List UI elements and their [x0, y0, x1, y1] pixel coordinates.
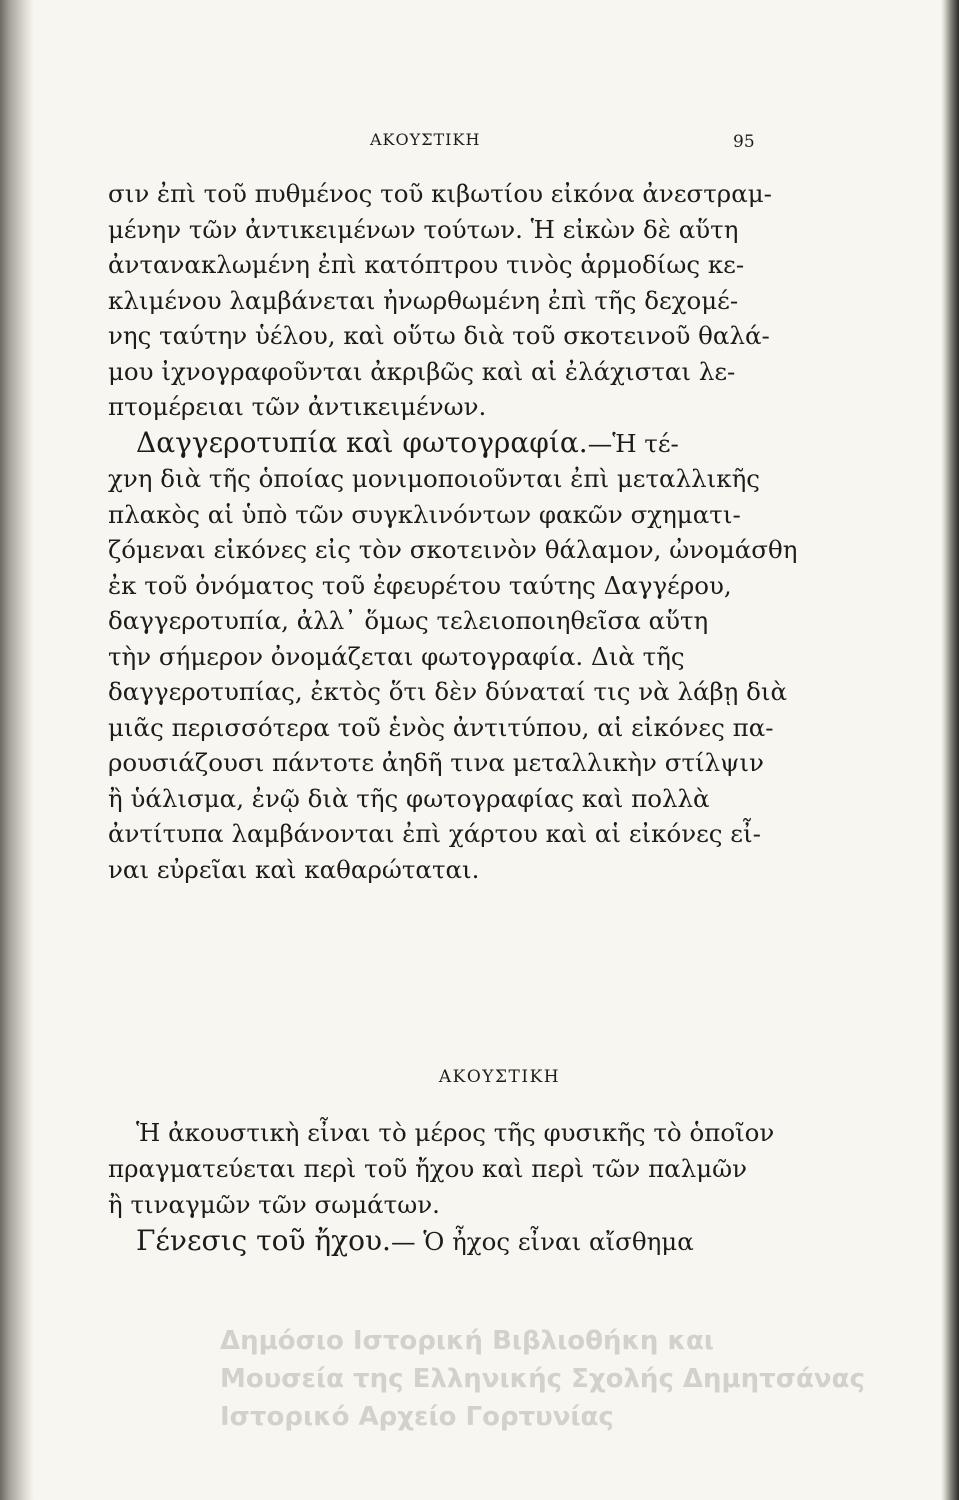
page-right-edge-shadow [941, 0, 959, 1500]
text-line: σιν ἐπὶ τοῦ πυθμένος τοῦ κιβωτίου εἰκόνα ἀνεστραμ- [108, 179, 772, 208]
text-line: μιᾶς περισσότερα τοῦ ἑνὸς ἀντιτύπου, αἱ εἰκόνες πα- [108, 712, 774, 742]
main-text-block [108, 176, 798, 887]
library-watermark [220, 1322, 940, 1436]
text-line: ναι εὐρεῖαι καὶ καθαρώταται. [108, 854, 480, 884]
running-head: ΑΚΟΥΣΤΙΚΗ [370, 130, 481, 149]
daguerre-heading: Δαγγεροτυπία καὶ φωτογραφία. [136, 425, 588, 459]
sound-paragraph-first-line [108, 1223, 764, 1260]
text-line: μένην τῶν ἀντικειμένων τούτων. Ἡ εἰκὼν δὲ αὕτη [108, 214, 739, 244]
text-line: πτομέρειαι τῶν ἀντικειμένων. [108, 392, 487, 421]
text-line: ζόμεναι εἰκόνες εἰς τὸν σκοτεινὸν θάλαμον, ὠνομάσθη [108, 535, 798, 564]
text-line: ἐκ τοῦ ὀνόματος τοῦ ἐφευρέτου ταύτης Δαγγέρου, [108, 570, 732, 600]
text-line: ἢ τιναγμῶν τῶν σωμάτων. [108, 1190, 440, 1219]
text-line: δαγγεροτυπίας, ἐκτὸς ὅτι δὲν δύναταί τις νὰ λάβῃ διὰ [108, 677, 788, 706]
text-line: μου ἰχνογραφοῦνται ἀκριβῶς καὶ αἱ ἐλάχισται λε- [108, 356, 736, 386]
watermark-line: Ιστορικό Αρχείο Γορτυνίας [220, 1402, 614, 1432]
watermark-line: Δημόσιο Ιστορική Βιβλιοθήκη και [220, 1326, 714, 1356]
text-line: νης ταύτην ὑέλου, καὶ οὕτω διὰ τοῦ σκοτεινοῦ θαλά- [108, 321, 770, 350]
text-line: χνη διὰ τῆς ὁποίας μονιμοποιοῦνται ἐπὶ μεταλλικῆς [108, 464, 760, 493]
text-line: ἀντίτυπα λαμβάνονται ἐπὶ χάρτου καὶ αἱ εἰκόνες εἶ- [108, 819, 761, 848]
text-line: ἢ ὑάλισμα, ἐνῷ διὰ τῆς φωτογραφίας καὶ πολλὰ [108, 783, 710, 813]
text-line: πλακὸς αἱ ὑπὸ τῶν συγκλινόντων φακῶν σχηματι- [108, 499, 741, 529]
text-line: δαγγεροτυπία, ἀλλ᾽ ὅμως τελειοποιηθεῖσα αὕτη [108, 606, 709, 635]
text-line: ρουσιάζουσι πάντοτε ἀηδῆ τινα μεταλλικὴν στίλψιν [108, 748, 764, 777]
acoustics-text-block [108, 1115, 775, 1260]
daguerre-line-rest: —Ἡ τέ- [587, 428, 679, 458]
section-heading-text: ΑΚΟΥΣΤΙΚΗ [438, 1067, 561, 1087]
text-line: πραγματεύεται περὶ τοῦ ἤχου καὶ περὶ τῶν παλμῶν [108, 1154, 748, 1183]
text-line: ἀντανακλωμένη ἐπὶ κατόπτρου τινὸς ἁρμοδίως κε- [108, 250, 745, 279]
watermark-line: Μουσεία της Ελληνικής Σχολής Δημητσάνας [220, 1364, 865, 1394]
text-line: κλιμένου λαμβάνεται ἠνωρθωμένη ἐπὶ τῆς δεχομέ- [108, 285, 739, 315]
text-line: Ἡ ἀκουστικὴ εἶναι τὸ μέρος τῆς φυσικῆς τὸ ὁποῖον [136, 1118, 775, 1147]
sound-heading: Γένεσις τοῦ ἤχου. [136, 1224, 391, 1257]
page-header [0, 126, 959, 156]
daguerre-paragraph-first-line [108, 425, 764, 462]
section-heading [0, 1067, 959, 1087]
page-left-edge-shadow [0, 0, 34, 1500]
text-line: τὴν σήμερον ὀνομάζεται φωτογραφία. Διὰ τῆς [108, 641, 685, 671]
sound-line-rest: — Ὁ ἦχος εἶναι αἴσθημα [390, 1227, 694, 1256]
page-number: 95 [733, 132, 755, 152]
